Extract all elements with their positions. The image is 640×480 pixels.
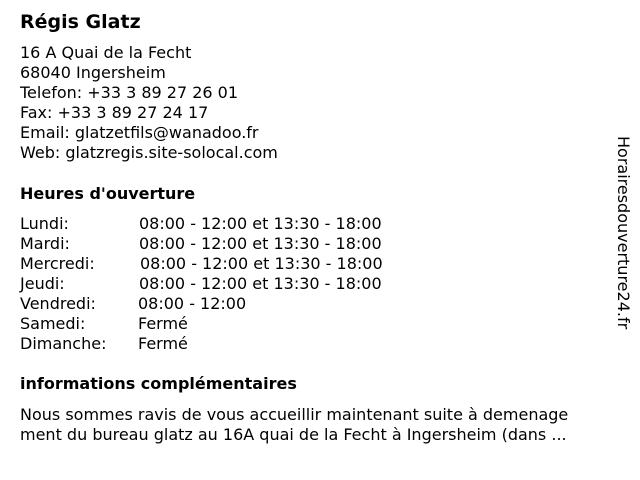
time-value: 08:00 - 12:00: [138, 294, 247, 313]
address-city: 68040 Ingersheim: [20, 63, 166, 82]
time-value: 08:00 - 12:00 et 13:30 - 18:00: [140, 254, 383, 273]
day-label: Jeudi:: [20, 274, 65, 293]
day-label: Dimanche:: [20, 334, 107, 353]
email-address: Email: glatzetfils@wanadoo.fr: [20, 123, 259, 142]
website: Web: glatzregis.site-solocal.com: [20, 143, 278, 162]
time-value: 08:00 - 12:00 et 13:30 - 18:00: [139, 274, 382, 293]
additional-info-text: [20, 405, 620, 445]
address-street: 16 A Quai de la Fecht: [20, 43, 192, 62]
day-label: Samedi:: [20, 314, 86, 333]
time-value: 08:00 - 12:00 et 13:30 - 18:00: [139, 214, 382, 233]
day-label: Vendredi:: [20, 294, 96, 313]
time-value: Fermé: [138, 314, 188, 333]
day-label: Lundi:: [20, 214, 69, 233]
additional-info-heading: informations complémentaires: [20, 374, 297, 393]
day-label: Mardi:: [20, 234, 70, 253]
time-value: Fermé: [138, 334, 188, 353]
opening-hours-heading: Heures d'ouverture: [20, 184, 196, 203]
watermark-text: Horairesdouverture24.fr: [614, 136, 633, 330]
day-label: Mercredi:: [20, 254, 95, 273]
business-name: Régis Glatz: [20, 11, 141, 33]
info-line: Nous sommes ravis de vous accueillir maintenant suite à demenage: [20, 405, 569, 424]
fax-number: Fax: +33 3 89 27 24 17: [20, 103, 209, 122]
info-line: ment du bureau glatz au 16A quai de la Fecht à Ingersheim (dans ...: [20, 425, 567, 444]
contact-block: [20, 43, 278, 163]
phone-number: Telefon: +33 3 89 27 26 01: [20, 83, 239, 102]
time-value: 08:00 - 12:00 et 13:30 - 18:00: [139, 234, 382, 253]
